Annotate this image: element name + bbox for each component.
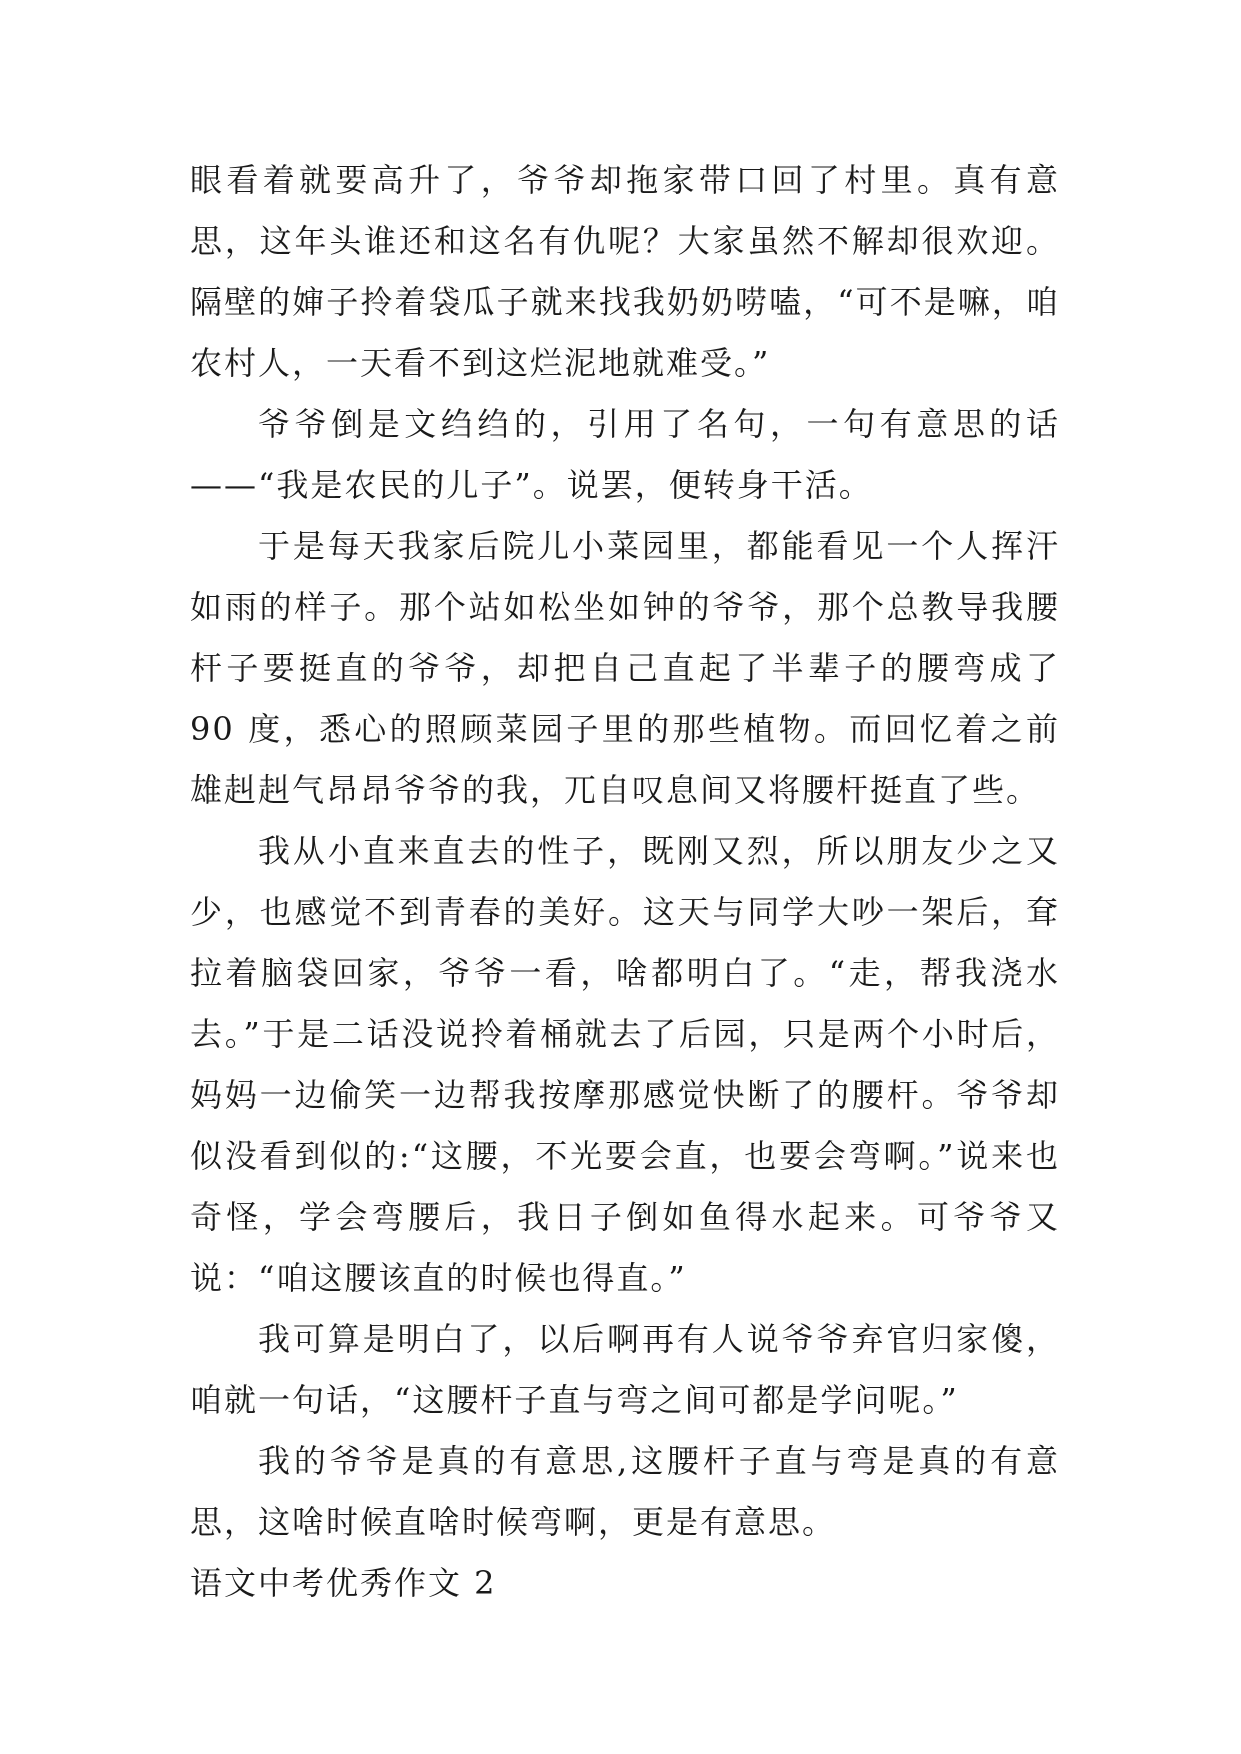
section-heading: 语文中考优秀作文 2 [190, 1564, 497, 1602]
paragraph-5: 我可算是明白了，以后啊再有人说爷爷弃官归家傻，咱就一句话，“这腰杆子直与弯之间可都是学问呢。” [190, 1320, 1060, 1419]
essay-body [190, 150, 1060, 1614]
paragraph-3: 于是每天我家后院儿小菜园里，都能看见一个人挥汗如雨的样子。那个站如松坐如钟的爷爷，那个总教导我腰杆子要挺直的爷爷，却把自己直起了半辈子的腰弯成了 90 度，悉心的照顾菜园子里的那些植物。而回忆着之前雄赳赳气昂昂爷爷的我，兀自叹息间又将腰杆挺直了些。 [190, 527, 1060, 809]
paragraph-1: 眼看着就要高升了，爷爷却拖家带口回了村里。真有意思，这年头谁还和这名有仇呢？大家虽然不解却很欢迎。隔壁的婶子拎着袋瓜子就来找我奶奶唠嗑，“可不是嘛，咱农村人，一天看不到这烂泥地就难受。” [190, 161, 1060, 382]
paragraph-6: 我的爷爷是真的有意思,这腰杆子直与弯是真的有意思，这啥时候直啥时候弯啊，更是有意思。 [190, 1442, 1060, 1541]
paragraph-2: 爷爷倒是文绉绉的，引用了名句，一句有意思的话——“我是农民的儿子”。说罢，便转身干活。 [190, 405, 1060, 504]
paragraph-4: 我从小直来直去的性子，既刚又烈，所以朋友少之又少，也感觉不到青春的美好。这天与同学大吵一架后，耷拉着脑袋回家，爷爷一看，啥都明白了。“走，帮我浇水去。”于是二话没说拎着桶就去了后园，只是两个小时后，妈妈一边偷笑一边帮我按摩那感觉快断了的腰杆。爷爷却似没看到似的:“这腰，不光要会直，也要会弯啊。”说来也奇怪，学会弯腰后，我日子倒如鱼得水起来。可爷爷又说：“咱这腰该直的时候也得直。” [190, 832, 1060, 1297]
